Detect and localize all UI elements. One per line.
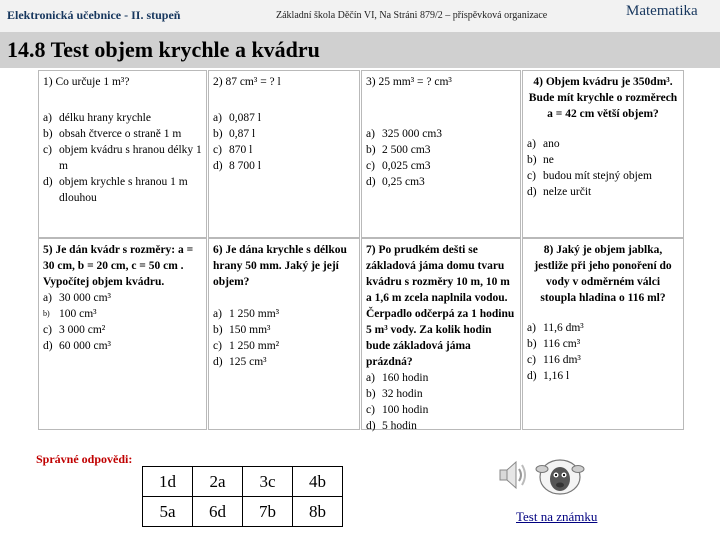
question-text: 4) Objem kvádru je 350dm³. Bude mít krychle o rozměrech a = 42 cm větší objem? — [528, 76, 678, 120]
option-b[interactable]: b) 32 hodin — [366, 388, 423, 400]
option-a[interactable]: a) 325 000 cm3 — [366, 128, 443, 140]
option-a[interactable]: a) 11,6 dm³ — [527, 322, 584, 334]
question-7 — [361, 238, 521, 430]
table-row — [143, 467, 343, 497]
question-text: 8) Jaký je objem jablka, jestliže při jeho ponoření do vody v odměrném válci stoupla hladina o 116 ml? — [534, 244, 672, 304]
question-text: 1) Co určuje 1 m³? — [43, 76, 130, 88]
option-d[interactable]: d) 125 cm³ — [213, 356, 267, 368]
answers-table — [142, 466, 343, 527]
option-d[interactable]: d) 5 hodin — [366, 420, 417, 432]
speaker-icon[interactable] — [497, 458, 529, 492]
answer-cell: 1d — [143, 467, 193, 497]
answer-cell: 5a — [143, 497, 193, 527]
option-c[interactable]: c) 3 000 cm² — [43, 324, 106, 336]
option-b[interactable]: b) 0,87 l — [213, 128, 256, 140]
option-a[interactable]: a) délku hrany krychle — [43, 112, 151, 124]
answer-cell: 6d — [193, 497, 243, 527]
answer-cell: 7b — [243, 497, 293, 527]
question-2 — [208, 70, 360, 238]
answer-cell: 2a — [193, 467, 243, 497]
question-1 — [38, 70, 207, 238]
option-a[interactable]: a) 30 000 cm³ — [43, 292, 111, 304]
option-c[interactable]: c) 116 dm³ — [527, 354, 581, 366]
option-c[interactable]: c) 870 l — [213, 144, 253, 156]
question-3 — [361, 70, 521, 238]
option-d[interactable]: d) 1,16 l — [527, 370, 570, 382]
question-6 — [208, 238, 360, 430]
option-b[interactable]: b) 2 500 cm3 — [366, 144, 431, 156]
option-a[interactable]: a) 160 hodin — [366, 372, 429, 384]
question-text: 7) Po prudkém dešti se základová jáma domu tvaru kvádru s rozměry 10 m, 10 m a 1,6 m zcela naplnila vodou. Čerpadlo odčerpá za 1 hodinu 5 m³ vody. Za kolik hodin bude základová jáma prázdná? — [366, 244, 515, 368]
option-b[interactable]: b) 116 cm³ — [527, 338, 581, 350]
question-text: 2) 87 cm³ = ? l — [213, 76, 281, 88]
option-c[interactable]: c) 0,025 cm3 — [366, 160, 431, 172]
option-d[interactable]: d) 8 700 l — [213, 160, 261, 172]
question-text: 3) 25 mm³ = ? cm³ — [366, 76, 452, 88]
option-d[interactable]: d) objem krychle s hranou 1 m dlouhou — [43, 176, 188, 204]
answer-cell: 4b — [293, 467, 343, 497]
option-b[interactable]: b) 150 mm³ — [213, 324, 271, 336]
option-c[interactable]: c) budou mít stejný objem — [527, 170, 652, 182]
option-a[interactable]: a) ano — [527, 138, 560, 150]
option-b[interactable]: b) ne — [527, 154, 554, 166]
page-title: 14.8 Test objem krychle a kvádru — [7, 37, 320, 62]
question-5 — [38, 238, 207, 430]
question-8 — [522, 238, 684, 430]
option-d[interactable]: d) nelze určit — [527, 186, 592, 198]
test-for-grade-link[interactable]: Test na známku — [516, 509, 598, 524]
answers-label: Správné odpovědi: — [36, 452, 133, 466]
option-a[interactable]: a) 1 250 mm³ — [213, 308, 280, 320]
option-d[interactable]: d) 0,25 cm3 — [366, 176, 425, 188]
question-text: 5) Je dán kvádr s rozměry: a = 30 cm, b = 20 cm, c = 50 cm . Vypočítej objem kvádru. — [43, 244, 194, 288]
subject-label: Matematika — [626, 3, 698, 19]
question-text: 6) Je dána krychle s délkou hrany 50 mm. Jaký je její objem? — [213, 244, 347, 288]
option-d[interactable]: d) 60 000 cm³ — [43, 340, 111, 352]
table-row — [143, 497, 343, 527]
answer-cell: 3c — [243, 467, 293, 497]
answer-cell: 8b — [293, 497, 343, 527]
option-b[interactable]: b) obsah čtverce o straně 1 m — [43, 128, 182, 140]
option-c[interactable]: c) 100 hodin — [366, 404, 429, 416]
school-name: Základní škola Děčín VI, Na Stráni 879/2 – příspěvková organizace — [276, 10, 548, 21]
sheep-icon — [534, 455, 586, 497]
option-c[interactable]: c) objem kvádru s hranou délky 1 m — [43, 144, 202, 172]
option-b[interactable]: b) 100 cm³ — [43, 308, 97, 320]
option-a[interactable]: a) 0,087 l — [213, 112, 261, 124]
question-4 — [522, 70, 684, 238]
textbook-label: Elektronická učebnice - II. stupeň — [7, 8, 181, 22]
option-c[interactable]: c) 1 250 mm² — [213, 340, 280, 352]
